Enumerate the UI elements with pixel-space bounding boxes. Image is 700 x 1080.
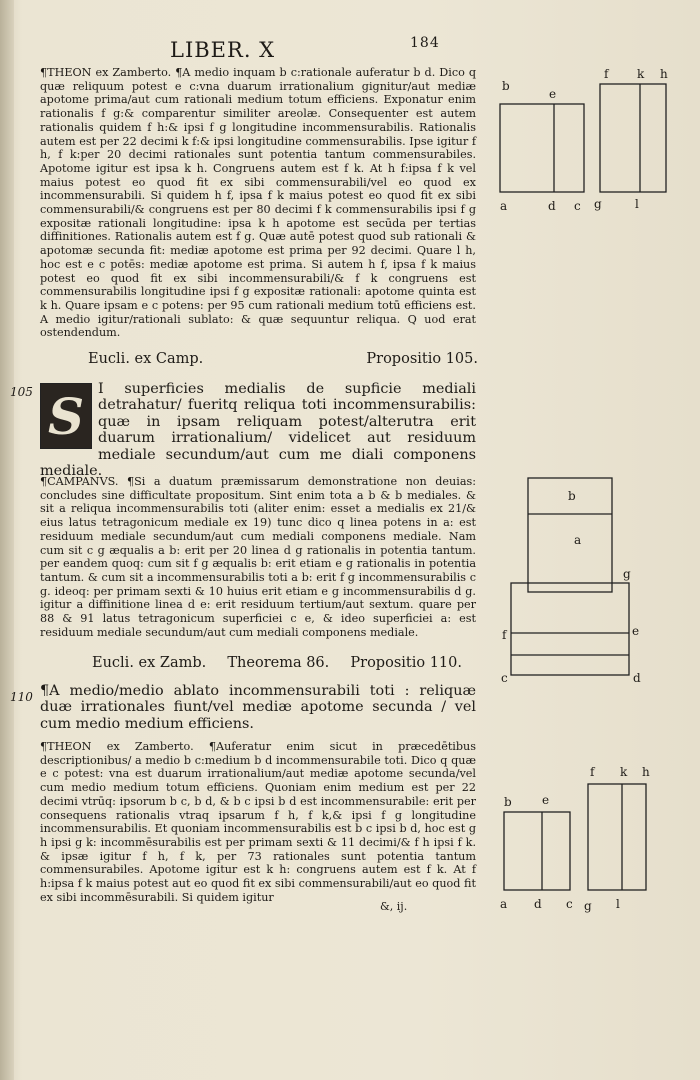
heading-zamberto-source: Eucli. ex Zamb. bbox=[92, 655, 207, 671]
figure-1-label-a: a bbox=[500, 199, 508, 213]
campanus-commentary-text: ¶CAMPANVS. ¶Si a duatum præmissarum demonstratione non deuias: concludes sine difficultate propositum. Sint enim tota a b & b mediales. & sit a reliqua incommensurabilis toti (aliter enim: esset a medialis ex 21/& eius latus tetragonicum mediale ex 19) tunc dico q linea potens in a: est residuum mediale secundum/aut cum mediali componens mediale. Nam cum sit c g æqualis a b: erit per 20 linea d g rationalis in potentia tantum. per eandem quoq: cum sit f g æqualis b: erit etiam e g rationalis in potentia tantum. & cum sit a incommensurabilis toti a b: erit f g incommensurabilis c g. ideoq: per primam sexti & 10 huius erit etiam e g incommensurabilis d g. igitur a diffinitione linea d e: erit residuum tertium/aut sextum. quare per 88 & 91 latus tetragonicum superficiei c e, & ideo superficiei a: est residuum mediale secundum/aut cum mediali componens mediale. bbox=[40, 475, 476, 639]
figure-4-label-k: k bbox=[620, 765, 628, 779]
catchword: &, ij. bbox=[380, 900, 408, 913]
margin-number-110: 110 bbox=[10, 690, 33, 704]
figure-2-label-a: a bbox=[574, 533, 582, 547]
figure-4-label-c: c bbox=[566, 897, 573, 911]
book-title: LIBER. X bbox=[170, 38, 276, 62]
theon-commentary-1-text: ¶THEON ex Zamberto. ¶A medio inquam b c:rationale auferatur b d. Dico q quæ reliquum potest e c:vna duarum irrationalium gignitur/aut mediæ apotome prima/aut cum rationali medium totum efficiens. Exponatur enim rationalis f g:& comparentur similiter areolæ. Consequenter est autem rationalis quidem f h:& ipsi f g longitudine incommensurabilis. Rationalis autem est per 22 decimi k f:& ipsi longitudine commensurabilis. Ipse igitur f h, f k:per 20 decimi rationales sunt potentia tantum commensurabiles. Apotome igitur est ipsa k h. Congruens autem est f k. At h f:ipsa f k vel maius potest eo quod fit ex sibi commensurabili/vel eo quod ex incommensurabili. Si quidem h f, ipsa f k maius potest eo quod fit ex sibi commensurabili/& congruens est per 80 decimi f k commensurabilis ipsi f g expositæ rationali longitudine: ipsa k h apotome est secūda per tertias diffinitiones. Rationalis autem est f g. Quæ autē potest quod sub rationali & apotomæ secunda fit: mediæ apotome est prima per 92 decimi. Quare l h, hoc est e c potēs: mediæ apotome est prima. Si autem h f, ipsa f k maius potest eo quod fit ex sibi incommensurabili/& f k congruens est commensurabilis longitudine ipsi f g expositæ rationali: apotome quinta est k h. Quare ipsam e c potens: per 95 cum rationali medium totū efficiens est. A medio igitur/rationali sublato: & quæ sequuntur reliqua. Q uod erat ostendendum. bbox=[40, 66, 476, 340]
figure-4-rect-right bbox=[588, 784, 646, 890]
figure-4-label-d: d bbox=[534, 897, 542, 911]
figure-1-rect-right bbox=[600, 84, 666, 192]
figure-3-label-g: g bbox=[623, 567, 631, 581]
figure-1-label-h: h bbox=[660, 67, 668, 81]
figure-1-label-g: g bbox=[594, 197, 602, 211]
figure-4-rect-left bbox=[504, 812, 570, 890]
theon-commentary-2-text: ¶THEON ex Zamberto. ¶Auferatur enim sicut in præcedētibus descriptionibus/ a medio b c:medium b d incommensurabile toti. Dico q quæ e c potest: vna est duarum irrationalium/aut mediæ apotome secunda/vel cum medio medium totum efficiens. Quoniam enim medium est per 22 decimi vtrūq: ipsorum b c, b d, & b c ipsi b d est incommensurabile: erit per consequens rationalis vtraq ipsarum f h, f k,& ipsi f g longitudine incommensurabilis. Et quoniam incommensurabilis est b c ipsi b d, hoc est g h ipsi g k: incommēsurabilis est per primam sexti & 11 decimi/& f h ipsi f k. & ipsæ igitur f h, f k, per 73 rationales sunt potentia tantum commensurabiles. Apotome igitur est k h: congruens autem est f k. At f h:ipsa f k maius potest aut eo quod fit ex sibi commensurabili/aut eo quod fit ex sibi incommēsurabili. Si quidem igitur bbox=[40, 740, 476, 904]
margin-number-105: 105 bbox=[10, 385, 33, 399]
figure-1-label-b: b bbox=[502, 79, 510, 93]
figure-3-rect bbox=[511, 583, 629, 675]
theon-commentary-1 bbox=[40, 66, 476, 340]
figure-1-label-l: l bbox=[635, 197, 639, 211]
figure-1-label-e: e bbox=[549, 87, 557, 101]
figure-3 bbox=[495, 565, 655, 685]
figure-1-label-d: d bbox=[548, 199, 556, 213]
figure-4-label-a: a bbox=[500, 897, 508, 911]
figure-4-label-l: l bbox=[616, 897, 620, 911]
heading-zamberto bbox=[92, 655, 462, 671]
heading-campanus bbox=[88, 351, 478, 367]
figure-4-label-b: b bbox=[504, 795, 512, 809]
figure-4-label-g: g bbox=[584, 899, 592, 913]
figure-4-label-h: h bbox=[642, 765, 650, 779]
proposition-110 bbox=[40, 683, 476, 732]
page-gutter bbox=[0, 0, 14, 1080]
heading-zamberto-proposition: Propositio 110. bbox=[350, 655, 462, 671]
decorated-initial: S bbox=[40, 383, 92, 449]
figure-1-rect-left bbox=[500, 104, 584, 192]
folio-number: 184 bbox=[410, 35, 440, 51]
figure-1-label-f: f bbox=[604, 67, 609, 81]
theon-commentary-2 bbox=[40, 740, 476, 904]
proposition-105 bbox=[40, 381, 476, 479]
figure-3-label-c: c bbox=[501, 671, 508, 685]
figure-3-label-d: d bbox=[633, 671, 641, 685]
figure-2-label-b: b bbox=[568, 489, 576, 503]
heading-campanus-source: Eucli. ex Camp. bbox=[88, 351, 204, 367]
figure-4-label-e: e bbox=[542, 793, 550, 807]
figure-1 bbox=[490, 60, 690, 220]
proposition-110-text: ¶A medio/medio ablato incommensurabili toti : reliquæ duæ irrationales fiunt/vel mediæ apotome secunda / vel cum medio medium efficiens. bbox=[40, 683, 476, 732]
heading-campanus-proposition: Propositio 105. bbox=[366, 351, 478, 367]
running-head bbox=[170, 35, 440, 62]
heading-zamberto-theorem: Theorema 86. bbox=[227, 655, 330, 671]
campanus-commentary bbox=[40, 475, 476, 639]
figure-3-label-e: e bbox=[632, 624, 640, 638]
figure-1-label-c: c bbox=[574, 199, 581, 213]
figure-1-label-k: k bbox=[637, 67, 645, 81]
figure-3-label-f: f bbox=[502, 628, 507, 642]
proposition-105-text: I superficies medialis de supficie mediali detrahatur/ fueritq reliqua toti incommensurabilis: quæ in ipsam reliquam potest/alterutra erit duarum irrationalium/ videlicet aut residuum mediale secundum/aut cum me diali componens mediale. bbox=[40, 381, 476, 480]
figure-4-label-f: f bbox=[590, 765, 595, 779]
figure-4 bbox=[490, 760, 690, 920]
